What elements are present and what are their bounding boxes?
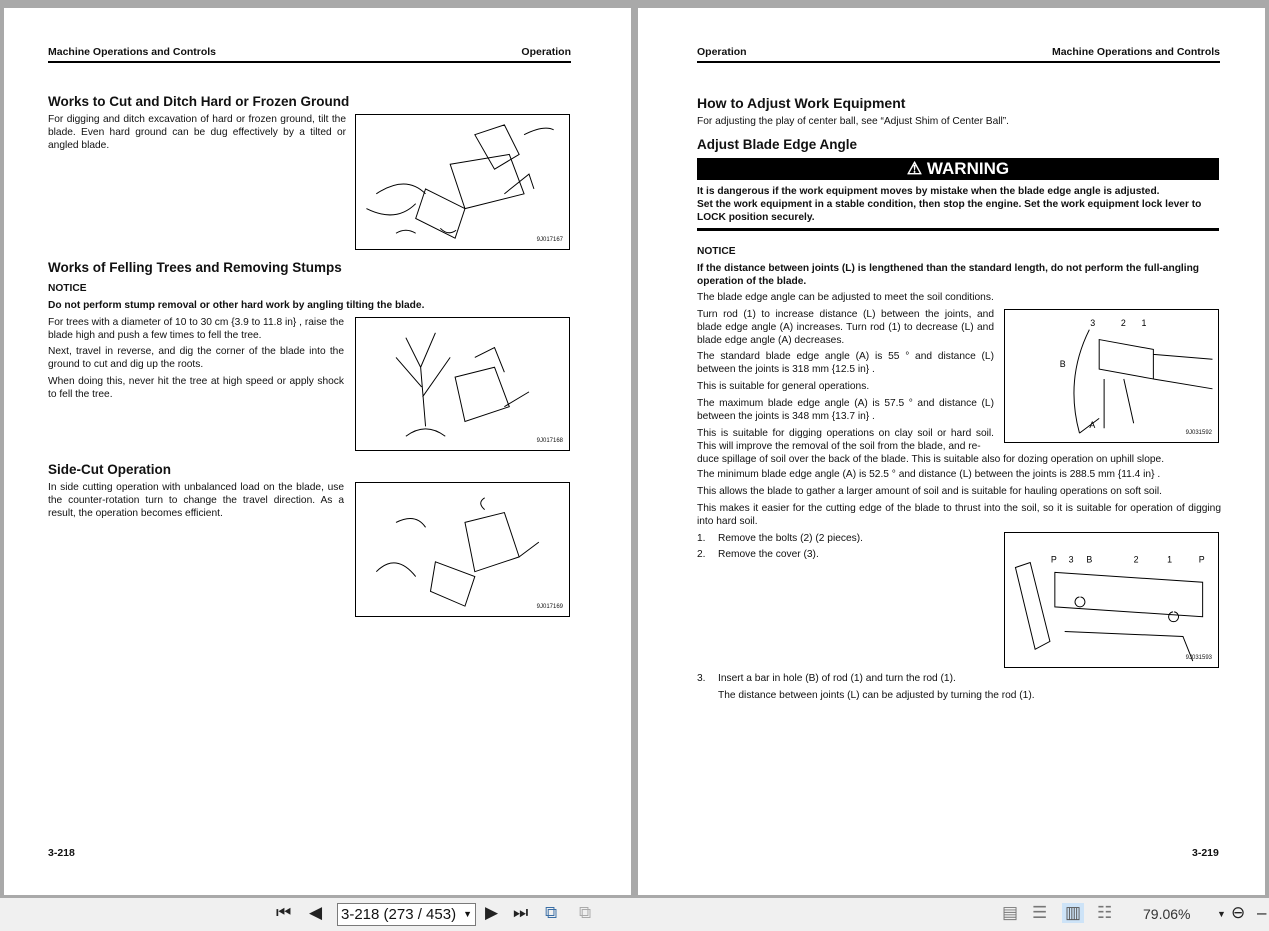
fig-label: 1 [1167,554,1173,565]
first-page-icon[interactable]: ⏮ [276,903,292,922]
viewer-toolbar [0,898,1269,931]
warning-divider [697,228,1219,231]
zoom-dropdown-icon[interactable]: ▼ [1217,909,1226,919]
extract-page-icon[interactable]: ⧉ [579,903,592,922]
step-number: 1. [697,533,706,544]
paragraph: The minimum blade edge angle (A) is 52.5 ° and distance (L) between the joints is 288.5 mm {11.4 in} . [697,469,1161,480]
left-page [4,8,631,895]
step-number: 2. [697,549,706,560]
header-right: Operation [521,46,571,58]
page-number-field[interactable] [337,903,476,926]
header-right: Machine Operations and Controls [1051,46,1220,58]
warning-label: WARNING [926,159,1010,178]
page-number: 3-219 [1192,847,1219,859]
rod-diagram [1005,533,1218,667]
paragraph: The blade edge angle can be adjusted to meet the soil conditions. [697,292,994,303]
blade-diagram [1005,310,1218,442]
subsection-title: Adjust Blade Edge Angle [697,137,858,152]
page-header [697,46,1220,63]
paragraph: When doing this, never hit the tree at high speed or apply shock to fell the tree. [48,376,344,400]
warning-text: Set the work equipment in a stable condition, then stop the engine. Set the work equipment lock lever to LOCK position securely. [697,199,1202,223]
paragraph: The maximum blade edge angle (A) is 57.5 ° and distance (L) between the joints is 348 mm {13.7 in} . [697,398,994,422]
figure-felling-trees [355,317,570,451]
figure-id: 9J017168 [536,438,563,444]
fig-label: 1 [1141,317,1147,328]
fig-label: B [1086,554,1093,565]
figure-id: 9J017167 [536,237,563,243]
paragraph: This is suitable for digging operations on clay soil or hard soil. This will improve the removal of the soil from the blade, and re- [697,428,994,452]
warning-triangle-icon: ⚠ [906,159,923,178]
paragraph: duce spillage of soil over the back of the blade. This is suitable also for dozing operation on uphill slope. [697,454,1165,465]
fig-label: 3 [1068,554,1074,565]
paragraph: Next, travel in reverse, and dig the corner of the blade into the ground to cut and dig up the roots. [48,346,344,370]
notice-label: NOTICE [697,246,736,257]
notice-text: If the distance between joints (L) is lengthened than the standard length, do not perform the full-angling operation of the blade. [697,263,1200,287]
fig-label: 3 [1090,317,1096,328]
section-title: Side-Cut Operation [48,462,172,477]
zoom-out-icon[interactable]: ⊖ [1231,903,1246,922]
fig-label: A [1089,420,1096,431]
paragraph: For trees with a diameter of 10 to 30 cm {3.9 to 11.8 in} , raise the blade high and push a few times to fell the tree. [48,317,344,341]
step-note: The distance between joints (L) can be adjusted by turning the rod (1). [718,690,1035,701]
fig-label: B [1059,359,1066,370]
paragraph: This allows the blade to gather a larger amount of soil and is suitable for hauling operations on soft soil. [697,486,1162,497]
single-page-view-icon[interactable]: ▤ [1002,903,1019,922]
paragraph: This makes it easier for the cutting edge of the blade to thrust into the soil, so it is suitable for operation of digging into hard soil. [697,503,1221,527]
page-header [48,46,571,63]
figure-cut-ditch [355,114,570,250]
side-cut-illustration [356,483,569,616]
figure-cover-rod [1004,532,1219,668]
warning-text: It is dangerous if the work equipment moves by mistake when the blade edge angle is adjusted. [697,186,1160,197]
section-title: Works to Cut and Ditch Hard or Frozen Ground [48,94,350,109]
header-left: Operation [697,46,747,58]
zoom-level[interactable]: 79.06% [1143,906,1191,922]
tree-dozer-illustration [356,318,569,450]
intro-text: For adjusting the play of center ball, see “Adjust Shim of Center Ball”. [697,116,1010,127]
insert-page-icon[interactable]: ⧉ [545,903,558,922]
fig-label: P [1050,554,1057,565]
section-text: In side cutting operation with unbalanced load on the blade, use the counter-rotation turn to change the travel direction. As a result, the operation becomes efficient. [48,482,344,519]
notice-label: NOTICE [48,283,87,294]
step-text: Remove the cover (3). [718,549,819,560]
previous-page-icon[interactable]: ◀ [309,903,323,922]
fig-label: 2 [1133,554,1139,565]
chevron-down-icon[interactable]: ▼ [463,909,472,919]
paragraph: The standard blade edge angle (A) is 55 ° and distance (L) between the joints is 318 mm {12.5 in} . [697,351,994,375]
section-text: For digging and ditch excavation of hard or frozen ground, tilt the blade. Even hard ground can be dug effectively by a tilted or angled blade. [48,114,346,151]
zoom-slider[interactable]: – [1257,903,1267,922]
figure-id: 9J031593 [1185,655,1212,661]
figure-side-cut [355,482,570,617]
two-page-view-icon[interactable]: ▥ [1062,903,1084,923]
section-title: Works of Felling Trees and Removing Stumps [48,260,342,275]
step-text: Remove the bolts (2) (2 pieces). [718,533,863,544]
continuous-view-icon[interactable]: ☰ [1032,903,1048,922]
right-page [638,8,1265,895]
figure-id: 9J031592 [1185,430,1212,436]
fig-label: 2 [1120,317,1126,328]
step-text: Insert a bar in hole (B) of rod (1) and turn the rod (1). [718,673,956,684]
warning-banner [697,158,1219,180]
figure-blade-angle [1004,309,1219,443]
step-number: 3. [697,673,706,684]
next-page-icon[interactable]: ▶ [485,903,499,922]
page-number: 3-218 [48,847,75,859]
last-page-icon[interactable]: ⏭ [513,903,529,922]
header-left: Machine Operations and Controls [48,46,217,58]
figure-id: 9J017169 [536,604,563,610]
notice-text: Do not perform stump removal or other hard work by angling tilting the blade. [48,300,425,311]
two-page-continuous-view-icon[interactable]: ☷ [1097,903,1113,922]
page-field-value: 3-218 (273 / 453) [341,906,457,923]
page-title: How to Adjust Work Equipment [697,95,906,111]
fig-label: P [1198,554,1205,565]
dozer-illustration [356,115,569,249]
paragraph: This is suitable for general operations. [697,381,870,392]
paragraph: Turn rod (1) to increase distance (L) between the joints, and blade edge angle (A) increases. Turn rod (1) to decrease (L) and blade edge angle (A) decreases. [697,309,994,346]
